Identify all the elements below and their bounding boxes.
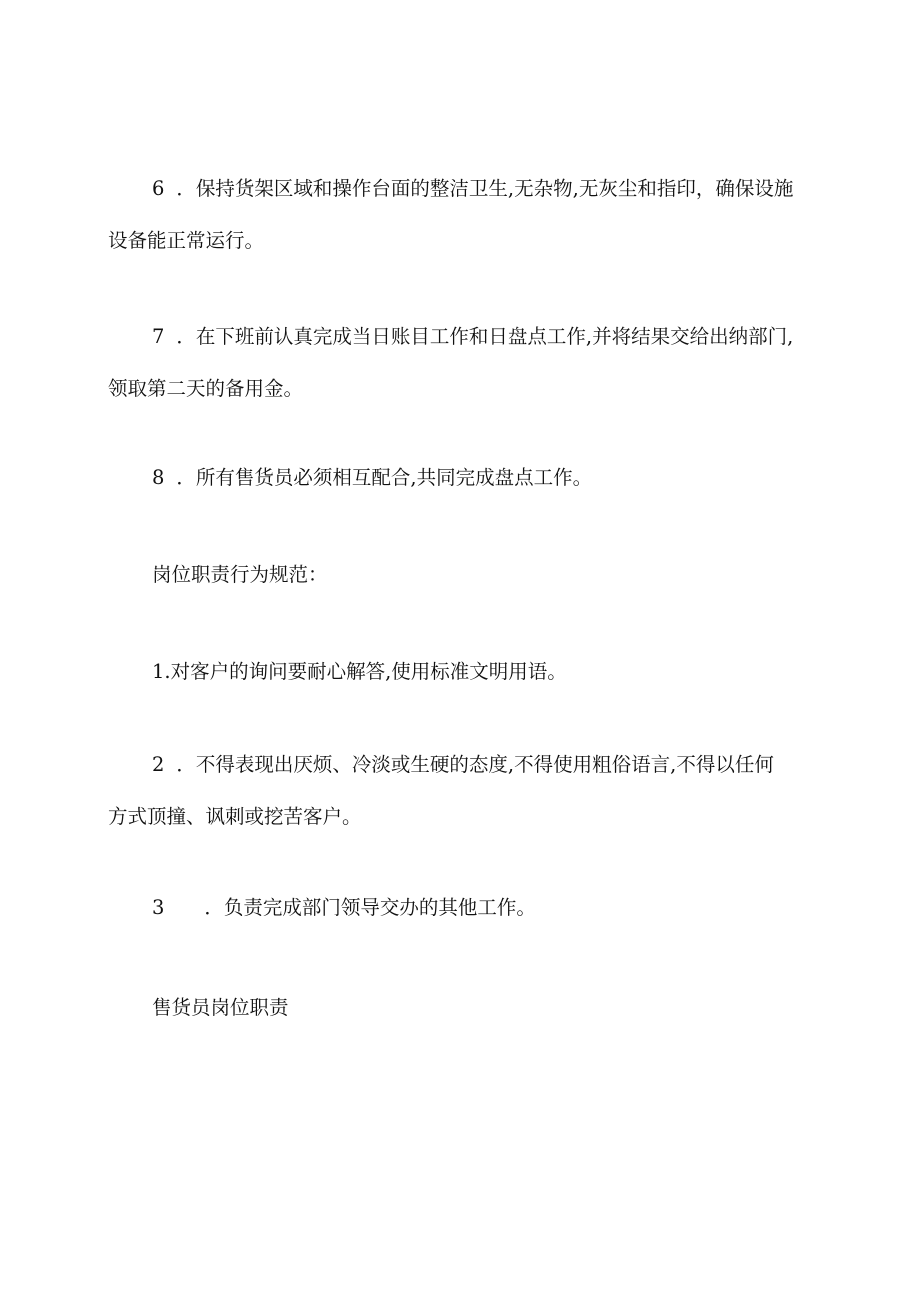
rule-text: ．不得表现出厌烦、冷淡或生硬的态度,不得使用粗俗语言,不得以任何: [176, 753, 774, 776]
item-8: [108, 452, 828, 504]
item-text: ．所有售货员必须相互配合,共同完成盘点工作。: [176, 466, 593, 489]
rule-text-continued: 方式顶撞、讽刺或挖苦客户。: [108, 805, 362, 828]
item-text-continued: 领取第二天的备用金。: [108, 377, 304, 400]
item-6: [108, 163, 828, 267]
section-heading: 岗位职责行为规范：: [152, 563, 328, 586]
item-number: 8: [152, 466, 165, 489]
item-number: 7: [152, 325, 165, 348]
rule-text: 对客户的询问要耐心解答,使用标准文明用语。: [170, 660, 567, 683]
item-text-continued: 设备能正常运行。: [108, 229, 265, 252]
item-text: ．在下班前认真完成当日账目工作和日盘点工作,并将结果交给出纳部门,: [176, 325, 794, 348]
rule-number: 1.: [152, 660, 171, 683]
rule-3: [108, 882, 828, 934]
rule-number: 3: [152, 896, 165, 919]
rule-2: [108, 739, 828, 843]
rule-text: ．负责完成部门领导交办的其他工作。: [204, 896, 536, 919]
rule-1: [108, 646, 828, 698]
item-7: [108, 311, 828, 415]
footer-title: 售货员岗位职责: [152, 996, 289, 1019]
item-text: ．保持货架区域和操作台面的整洁卫生,无杂物,无灰尘和指印，确保设施: [176, 177, 794, 200]
item-number: 6: [152, 177, 165, 200]
rule-number: 2: [152, 753, 165, 776]
